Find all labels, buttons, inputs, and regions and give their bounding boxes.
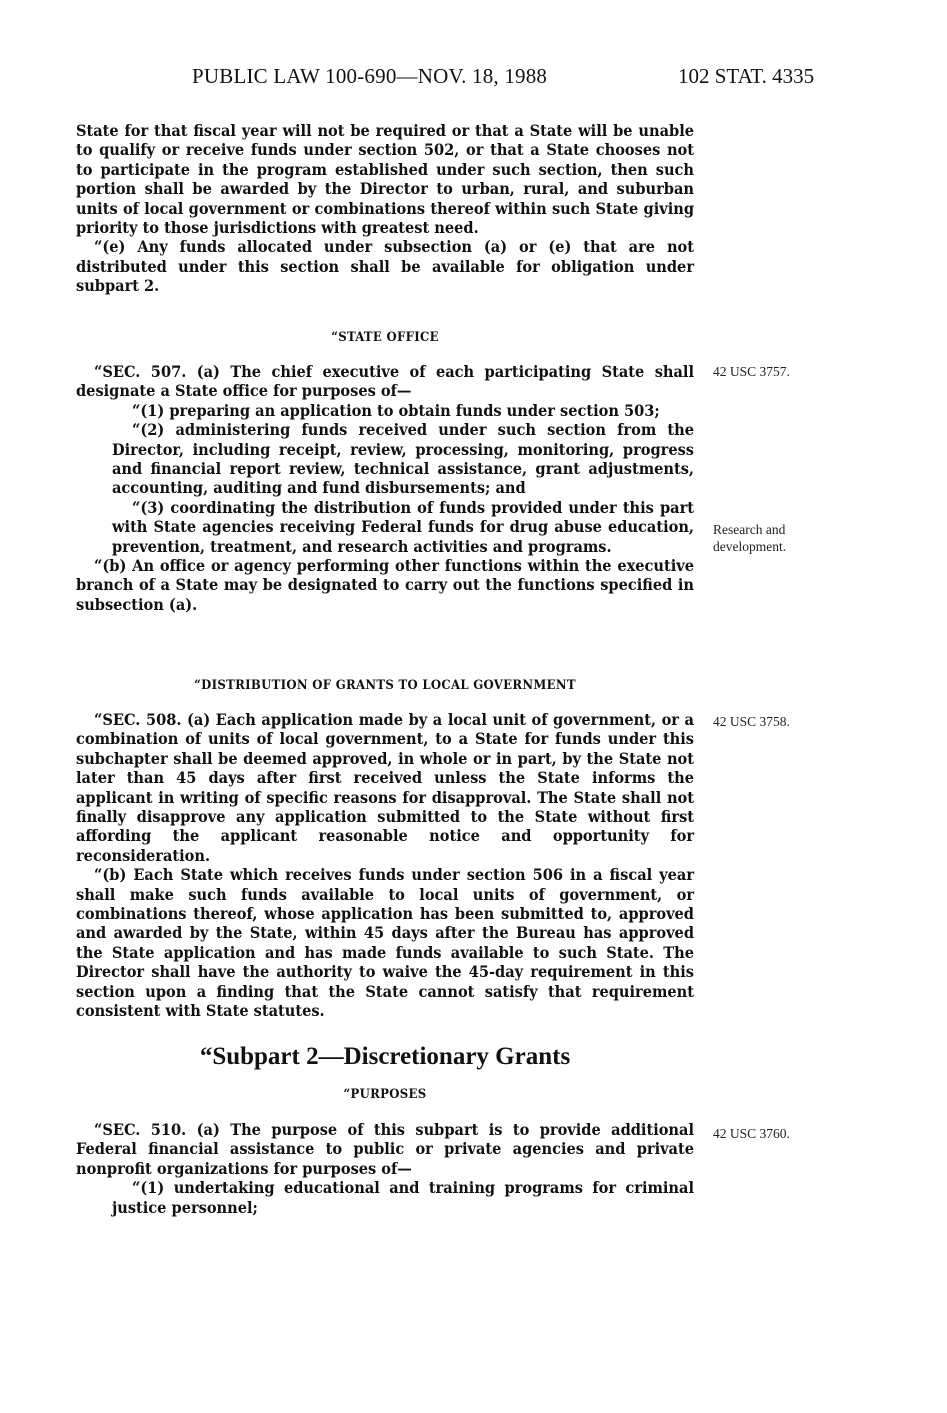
sec-507-item-3: “(3) coordinating the distribution of funds provided under this part with State agencies receiving Federal funds for drug abuse education, prevention, treatment, and research activities and programs. — [112, 497, 694, 556]
section-heading-distribution: “DISTRIBUTION OF GRANTS TO LOCAL GOVERNMENT — [194, 678, 576, 693]
sec-507-b: “(b) An office or agency performing other functions within the executive branch of a State may be designated to carry out the functions specified in subsection (a). — [76, 556, 694, 614]
sec-508-b: “(b) Each State which receives funds under section 506 in a fiscal year shall make such funds available to local units of government, or combinations thereof, whose application has been submitted to, approved and awarded by the State, within 45 days after the Bureau has approved the State application and has made funds available to such State. The Director shall have the authority to waive the 45-day requirement in this section upon a finding that the State cannot satisfy that requirement consistent with State statutes. — [76, 865, 694, 1021]
heading-purposes-wrap — [76, 1085, 694, 1104]
margin-note-research: Research and — [713, 522, 786, 537]
margin-note-usc-3757: 42 USC 3757. — [713, 364, 790, 379]
sec-507-a: “SEC. 507. (a) The chief executive of each participating State shall designate a State office for purposes of— — [76, 362, 694, 401]
sec-507-item-2: “(2) administering funds received under such section from the Director, including receipt, review, processing, monitoring, progress and financial report review, technical assistance, grant adjustments, accounting, auditing and fund disbursements; and — [112, 420, 694, 498]
sec-510-a: “SEC. 510. (a) The purpose of this subpart is to provide additional Federal financial assistance to public or private agencies and private nonprofit organizations for purposes of— — [76, 1120, 694, 1178]
running-header-title: PUBLIC LAW 100-690—NOV. 18, 1988 — [192, 64, 548, 88]
margin-note-usc-3758: 42 USC 3758. — [713, 714, 790, 729]
heading-distribution-wrap — [76, 676, 694, 695]
sec-508-a: “SEC. 508. (a) Each application made by a local unit of government, or a combination of units of local government, to a State for funds under this subchapter shall be deemed approved, in whole or in part, by the State not later than 45 days after first received unless the State informs the applicant in writing of specific reasons for disapproval. The State shall not finally disapprove any application submitted to the State without first affording the applicant reasonable notice and opportunity for reconsideration. — [76, 710, 694, 865]
text-block-sec-510 — [76, 1120, 694, 1217]
heading-state-office-wrap — [76, 328, 694, 347]
paragraph-continued: State for that fiscal year will not be required or that a State will be unable to qualify or receive funds under section 502, or that a State chooses not to participate in the program established under such section, then such portion shall be awarded by the Director to urban, rural, and suburban units of local government or combinations thereof within such State giving priority to those jurisdictions with greatest need. — [76, 121, 694, 238]
section-heading-state-office: “STATE OFFICE — [331, 330, 439, 345]
running-header-page-ref: 102 STAT. 4335 — [678, 64, 815, 88]
sec-510-item-1: “(1) undertaking educational and training programs for criminal justice personnel; — [112, 1178, 694, 1217]
margin-note-development: development. — [713, 539, 787, 554]
section-heading-purposes: “PURPOSES — [343, 1087, 427, 1102]
paragraph-subsection-e: “(e) Any funds allocated under subsection (a) or (e) that are not distributed under this section shall be available for obligation under subpart 2. — [76, 237, 694, 296]
text-block-1 — [76, 121, 694, 296]
margin-note-usc-3760: 42 USC 3760. — [713, 1126, 790, 1141]
subpart-heading: “Subpart 2—Discretionary Grants — [199, 1043, 571, 1070]
text-block-sec-508 — [76, 710, 694, 1021]
text-block-sec-507 — [76, 362, 694, 614]
sec-507-item-1: “(1) preparing an application to obtain funds under section 503; — [132, 400, 660, 420]
